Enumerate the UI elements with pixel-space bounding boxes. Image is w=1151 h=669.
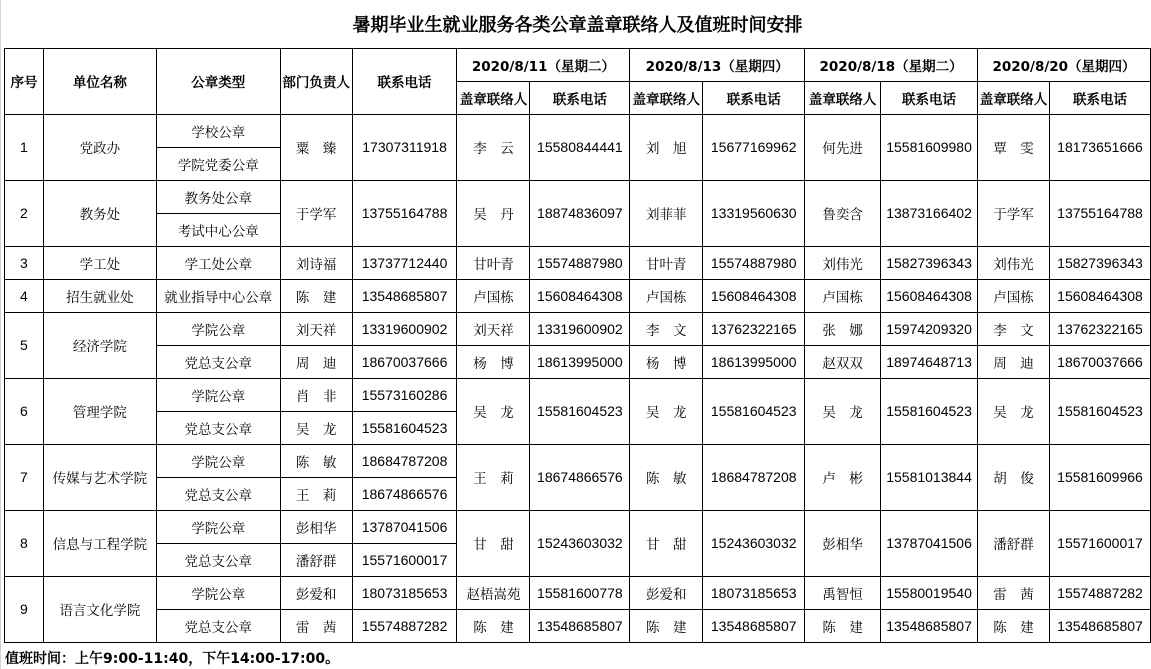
seq-cell: 8 [5, 510, 44, 576]
seq-cell: 4 [5, 279, 44, 312]
seal-type-cell: 党总支公章 [156, 411, 280, 444]
seal-type-cell: 学院公章 [156, 312, 280, 345]
contact-phone-cell: 18613995000 [703, 345, 805, 378]
header-dept-head: 部门负责人 [280, 48, 352, 114]
seal-type-cell: 学院公章 [156, 510, 280, 543]
dept-head-cell: 王 莉 [280, 477, 352, 510]
contact-phone-cell: 13755164788 [1049, 180, 1150, 246]
table-row [5, 312, 1151, 345]
contact-phone-cell: 15581604523 [1049, 378, 1150, 444]
contact-phone-cell: 13548685807 [530, 609, 630, 642]
contact-phone-cell: 15580844441 [530, 114, 630, 180]
seq-cell: 2 [5, 180, 44, 246]
phone-cell: 18073185653 [352, 576, 457, 609]
unit-name-cell: 信息与工程学院 [43, 510, 156, 576]
contact-phone-cell: 15677169962 [703, 114, 805, 180]
contact-phone-cell: 13762322165 [1049, 312, 1150, 345]
contact-name-cell: 陈 建 [805, 609, 881, 642]
header-date-3: 2020/8/18（星期二） [805, 48, 978, 81]
contact-phone-cell: 15608464308 [703, 279, 805, 312]
contact-phone-cell: 18974648713 [881, 345, 978, 378]
phone-cell: 18684787208 [352, 444, 457, 477]
unit-name-cell: 学工处 [43, 246, 156, 279]
contact-name-cell: 张 娜 [805, 312, 881, 345]
unit-name-cell: 经济学院 [43, 312, 156, 378]
phone-cell: 13319600902 [352, 312, 457, 345]
contact-phone-cell: 18874836097 [530, 180, 630, 246]
contact-name-cell: 于学军 [978, 180, 1050, 246]
contact-phone-cell: 13548685807 [881, 609, 978, 642]
contact-phone-cell: 15581604523 [881, 378, 978, 444]
contact-phone-cell: 15574887980 [530, 246, 630, 279]
unit-name-cell: 管理学院 [43, 378, 156, 444]
contact-phone-cell: 15243603032 [530, 510, 630, 576]
unit-name-cell: 招生就业处 [43, 279, 156, 312]
seal-type-cell: 党总支公章 [156, 477, 280, 510]
seq-cell: 7 [5, 444, 44, 510]
seal-type-cell: 党总支公章 [156, 345, 280, 378]
contact-phone-cell: 15581609966 [1049, 444, 1150, 510]
dept-head-cell: 陈 敏 [280, 444, 352, 477]
contact-phone-cell: 18173651666 [1049, 114, 1150, 180]
header-contact: 盖章联络人 [805, 81, 881, 114]
unit-name-cell: 传媒与艺术学院 [43, 444, 156, 510]
contact-phone-cell: 18684787208 [703, 444, 805, 510]
phone-cell: 15574887282 [352, 609, 457, 642]
dept-head-cell: 于学军 [280, 180, 352, 246]
table-row [5, 180, 1151, 213]
dept-head-cell: 刘天祥 [280, 312, 352, 345]
dept-head-cell: 彭相华 [280, 510, 352, 543]
seal-type-cell: 学院党委公章 [156, 147, 280, 180]
contact-phone-cell: 15608464308 [1049, 279, 1150, 312]
contact-phone-cell: 15827396343 [1049, 246, 1150, 279]
contact-name-cell: 刘伟光 [805, 246, 881, 279]
contact-phone-cell: 15827396343 [881, 246, 978, 279]
contact-phone-cell: 13787041506 [881, 510, 978, 576]
header-date-4: 2020/8/20（星期四） [978, 48, 1151, 81]
contact-name-cell: 王 莉 [457, 444, 530, 510]
seal-type-cell: 党总支公章 [156, 609, 280, 642]
seq-cell: 5 [5, 312, 44, 378]
contact-phone-cell: 15581600778 [530, 576, 630, 609]
contact-name-cell: 胡 俊 [978, 444, 1050, 510]
header-date-2: 2020/8/13（星期四） [630, 48, 805, 81]
unit-name-cell: 语言文化学院 [43, 576, 156, 642]
contact-name-cell: 卢 彬 [805, 444, 881, 510]
contact-name-cell: 甘 甜 [457, 510, 530, 576]
table-row [5, 609, 1151, 642]
contact-phone-cell: 15243603032 [703, 510, 805, 576]
contact-name-cell: 何先进 [805, 114, 881, 180]
contact-name-cell: 卢国栋 [630, 279, 703, 312]
seq-cell: 1 [5, 114, 44, 180]
header-unit: 单位名称 [43, 48, 156, 114]
contact-phone-cell: 15574887980 [703, 246, 805, 279]
unit-name-cell: 党政办 [43, 114, 156, 180]
duty-time-note: 值班时间：上午9:00-11:40，下午14:00-17:00。 [5, 651, 340, 667]
phone-cell: 15571600017 [352, 543, 457, 576]
dept-head-cell: 周 迪 [280, 345, 352, 378]
contact-name-cell: 陈 建 [457, 609, 530, 642]
header-contact-phone: 联系电话 [1049, 81, 1150, 114]
contact-name-cell: 禹智恒 [805, 576, 881, 609]
table-row [5, 378, 1151, 411]
contact-phone-cell: 13319600902 [530, 312, 630, 345]
seal-type-cell: 学校公章 [156, 114, 280, 147]
table-row [5, 444, 1151, 477]
contact-name-cell: 吴 龙 [805, 378, 881, 444]
contact-phone-cell: 15608464308 [881, 279, 978, 312]
contact-phone-cell: 15974209320 [881, 312, 978, 345]
dept-head-cell: 肖 非 [280, 378, 352, 411]
phone-cell: 18674866576 [352, 477, 457, 510]
seq-cell: 3 [5, 246, 44, 279]
header-contact: 盖章联络人 [630, 81, 703, 114]
phone-cell: 15573160286 [352, 378, 457, 411]
contact-name-cell: 吴 丹 [457, 180, 530, 246]
contact-phone-cell: 15580019540 [881, 576, 978, 609]
contact-phone-cell: 13319560630 [703, 180, 805, 246]
phone-cell: 17307311918 [352, 114, 457, 180]
contact-name-cell: 李 文 [978, 312, 1050, 345]
contact-name-cell: 彭爱和 [630, 576, 703, 609]
page-title: 暑期毕业生就业服务各类公章盖章联络人及值班时间安排 [5, 0, 1151, 48]
header-contact-phone: 联系电话 [881, 81, 978, 114]
table-row [5, 114, 1151, 147]
header-contact: 盖章联络人 [978, 81, 1050, 114]
table-row [5, 510, 1151, 543]
contact-name-cell: 刘天祥 [457, 312, 530, 345]
contact-name-cell: 覃 雯 [978, 114, 1050, 180]
contact-name-cell: 刘伟光 [978, 246, 1050, 279]
contact-name-cell: 卢国栋 [978, 279, 1050, 312]
contact-phone-cell: 15608464308 [530, 279, 630, 312]
contact-name-cell: 雷 茜 [978, 576, 1050, 609]
seq-cell: 9 [5, 576, 44, 642]
contact-name-cell: 杨 博 [630, 345, 703, 378]
dept-head-cell: 潘舒群 [280, 543, 352, 576]
contact-phone-cell: 18670037666 [1049, 345, 1150, 378]
header-contact-phone: 联系电话 [530, 81, 630, 114]
contact-phone-cell: 15581604523 [703, 378, 805, 444]
header-contact: 盖章联络人 [457, 81, 530, 114]
contact-name-cell: 李 云 [457, 114, 530, 180]
contact-name-cell: 卢国栋 [805, 279, 881, 312]
contact-name-cell: 彭相华 [805, 510, 881, 576]
contact-name-cell: 陈 敏 [630, 444, 703, 510]
dept-head-cell: 刘诗福 [280, 246, 352, 279]
header-seq: 序号 [5, 48, 44, 114]
table-row [5, 279, 1151, 312]
contact-name-cell: 赵双双 [805, 345, 881, 378]
header-seal-type: 公章类型 [156, 48, 280, 114]
unit-name-cell: 教务处 [43, 180, 156, 246]
contact-phone-cell: 13762322165 [703, 312, 805, 345]
contact-name-cell: 甘叶青 [630, 246, 703, 279]
contact-name-cell: 吴 龙 [978, 378, 1050, 444]
seal-type-cell: 就业指导中心公章 [156, 279, 280, 312]
contact-phone-cell: 13548685807 [703, 609, 805, 642]
contact-name-cell: 陈 建 [630, 609, 703, 642]
contact-name-cell: 吴 龙 [630, 378, 703, 444]
contact-name-cell: 杨 博 [457, 345, 530, 378]
spreadsheet-gridline [0, 0, 1, 669]
phone-cell: 13737712440 [352, 246, 457, 279]
contact-name-cell: 鲁奕含 [805, 180, 881, 246]
phone-cell: 13787041506 [352, 510, 457, 543]
contact-name-cell: 甘 甜 [630, 510, 703, 576]
contact-name-cell: 卢国栋 [457, 279, 530, 312]
dept-head-cell: 雷 茜 [280, 609, 352, 642]
seal-type-cell: 学院公章 [156, 378, 280, 411]
contact-phone-cell: 18674866576 [530, 444, 630, 510]
contact-name-cell: 周 迪 [978, 345, 1050, 378]
contact-phone-cell: 18613995000 [530, 345, 630, 378]
contact-phone-cell: 13548685807 [1049, 609, 1150, 642]
seal-type-cell: 学工处公章 [156, 246, 280, 279]
contact-name-cell: 陈 建 [978, 609, 1050, 642]
contact-name-cell: 刘菲菲 [630, 180, 703, 246]
contact-name-cell: 李 文 [630, 312, 703, 345]
phone-cell: 13755164788 [352, 180, 457, 246]
table-row [5, 345, 1151, 378]
seal-type-cell: 党总支公章 [156, 543, 280, 576]
seal-type-cell: 学院公章 [156, 444, 280, 477]
contact-name-cell: 甘叶青 [457, 246, 530, 279]
dept-head-cell: 陈 建 [280, 279, 352, 312]
dept-head-cell: 彭爱和 [280, 576, 352, 609]
header-contact-phone: 联系电话 [703, 81, 805, 114]
table-row [5, 576, 1151, 609]
contact-name-cell: 赵梧嵩苑 [457, 576, 530, 609]
seq-cell: 6 [5, 378, 44, 444]
contact-name-cell: 吴 龙 [457, 378, 530, 444]
duty-schedule-table [4, 0, 1151, 643]
contact-phone-cell: 15581604523 [530, 378, 630, 444]
seal-type-cell: 教务处公章 [156, 180, 280, 213]
phone-cell: 18670037666 [352, 345, 457, 378]
seal-type-cell: 考试中心公章 [156, 213, 280, 246]
contact-phone-cell: 15571600017 [1049, 510, 1150, 576]
contact-phone-cell: 15581609980 [881, 114, 978, 180]
contact-phone-cell: 15574887282 [1049, 576, 1150, 609]
contact-phone-cell: 18073185653 [703, 576, 805, 609]
table-row [5, 246, 1151, 279]
contact-name-cell: 刘 旭 [630, 114, 703, 180]
contact-name-cell: 潘舒群 [978, 510, 1050, 576]
phone-cell: 13548685807 [352, 279, 457, 312]
dept-head-cell: 粟 臻 [280, 114, 352, 180]
phone-cell: 15581604523 [352, 411, 457, 444]
header-phone: 联系电话 [352, 48, 457, 114]
contact-phone-cell: 13873166402 [881, 180, 978, 246]
seal-type-cell: 学院公章 [156, 576, 280, 609]
header-date-1: 2020/8/11（星期二） [457, 48, 630, 81]
contact-phone-cell: 15581013844 [881, 444, 978, 510]
dept-head-cell: 吴 龙 [280, 411, 352, 444]
